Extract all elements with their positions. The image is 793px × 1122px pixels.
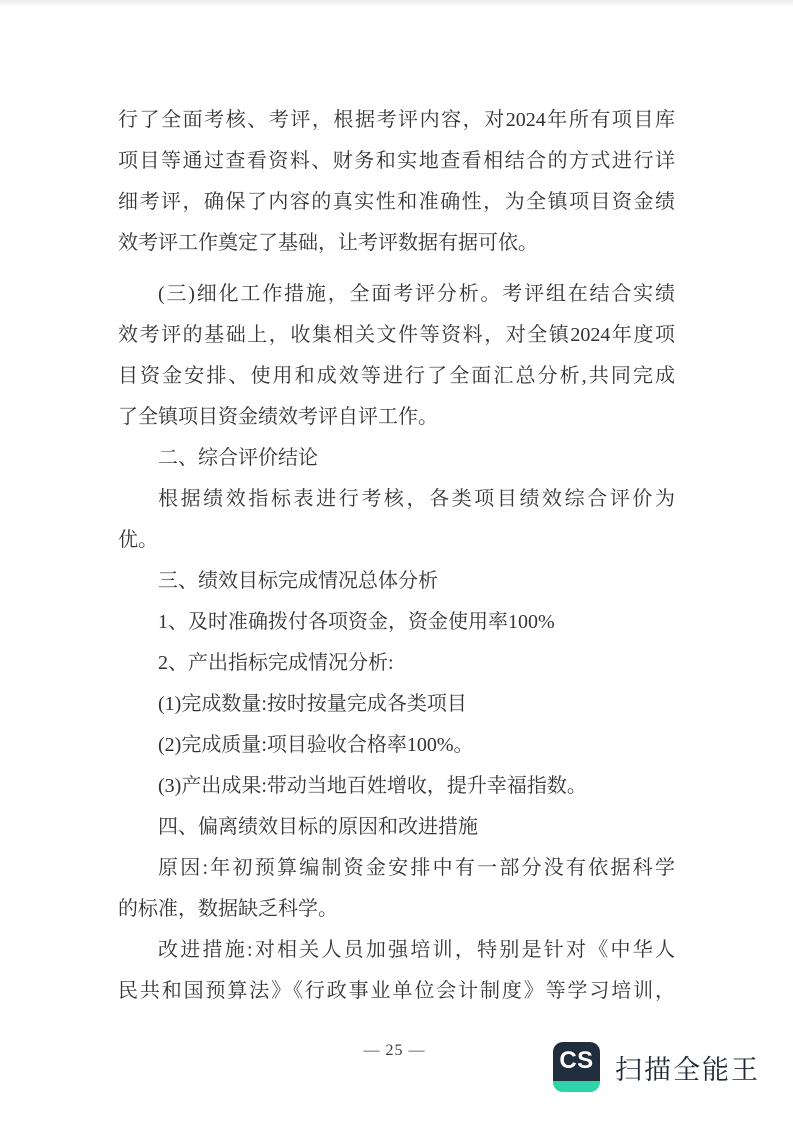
document-line: 效考评的基础上，收集相关文件等资料，对全镇2024年度项 [118,324,675,346]
document-line: 行了全面考核、考评，根据考评内容，对2024年所有项目库 [118,109,675,131]
document-line: 1、及时准确拨付各项资金，资金使用率100% [158,611,555,633]
cs-logo-teal-strip [553,1081,600,1092]
document-line: 的标准，数据缺乏科学。 [118,898,338,920]
camscanner-app-icon [553,1042,600,1092]
section-heading: 三、绩效目标完成情况总体分析 [158,570,438,592]
document-line: 2、产出指标完成情况分析: [158,652,394,674]
document-line: (1)完成数量:按时按量完成各类项目 [158,693,467,715]
scan-edge-shadow [0,0,793,7]
page-number-label: — 25 — [363,1042,426,1059]
document-line: 细考评，确保了内容的真实性和准确性，为全镇项目资金绩 [118,191,675,213]
document-line: 了全镇项目资金绩效考评自评工作。 [118,406,438,428]
document-line: 项目等通过查看资料、财务和实地查看相结合的方式进行详 [118,150,675,172]
document-body [118,100,675,1012]
document-line: 目资金安排、使用和成效等进行了全面汇总分析,共同完成 [118,365,675,387]
camscanner-app-name: 扫描全能王 [615,1054,760,1085]
document-line: 原因:年初预算编制资金安排中有一部分没有依据科学 [158,857,675,879]
section-heading: 四、偏离绩效目标的原因和改进措施 [158,816,478,838]
cs-logo-letters: CS [553,1042,600,1081]
document-line: 效考评工作奠定了基础，让考评数据有据可依。 [118,232,538,254]
document-line: 民共和国预算法》《行政事业单位会计制度》等学习培训， [118,980,675,1002]
document-line: (2)完成质量:项目验收合格率100%。 [158,734,474,756]
section-heading: 二、综合评价结论 [158,447,318,469]
document-line: 根据绩效指标表进行考核，各类项目绩效综合评价为 [158,488,675,510]
document-line: 优。 [118,529,158,551]
document-line: 改进措施:对相关人员加强培训，特别是针对《中华人 [158,939,675,961]
document-line: (3)产出成果:带动当地百姓增收，提升幸福指数。 [158,775,587,797]
document-line: (三)细化工作措施，全面考评分析。考评组在结合实绩 [158,283,675,305]
camscanner-watermark [553,1042,760,1092]
